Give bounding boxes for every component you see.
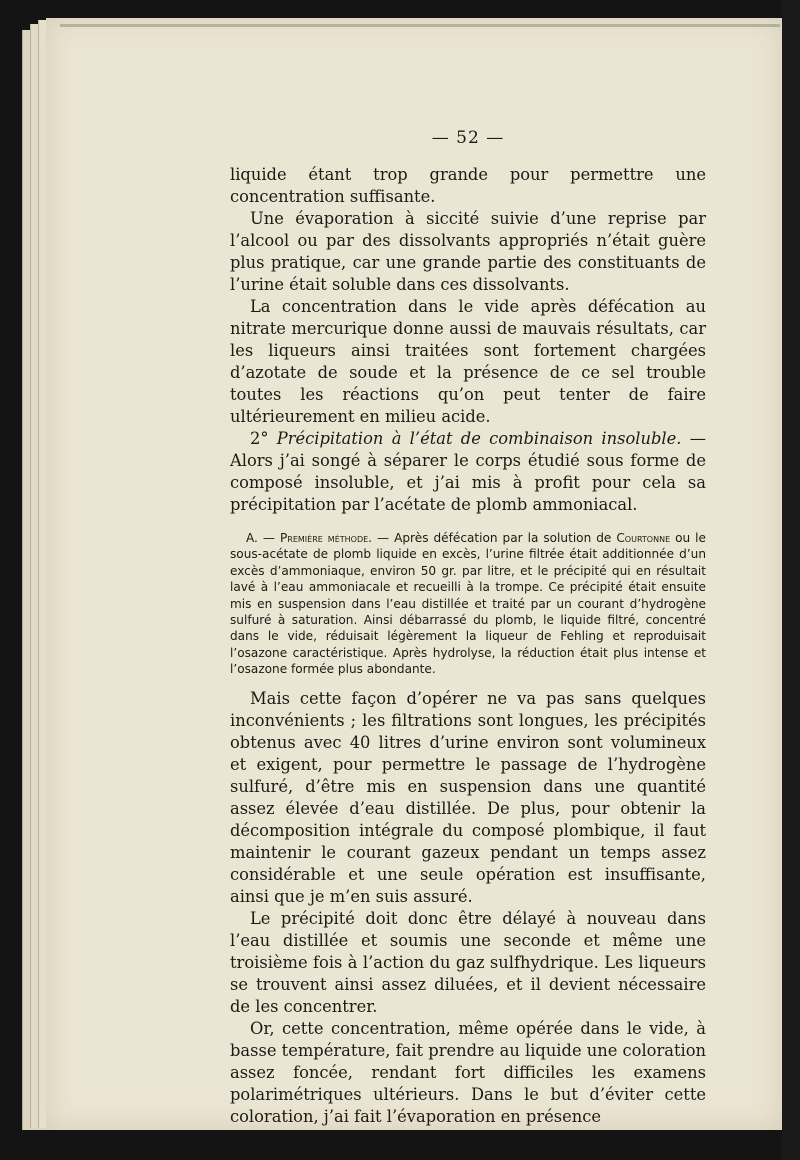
method-text: — Après défécation par la solution de [372,531,617,545]
page-content [230,128,706,1128]
method-text: ou le sous-acétate de plomb liquide en excès, l’urine filtrée était additionnée d’un excès d’ammoniaque, environ 50 gr. par litre, et le précipité qui en résultait lavé à l’eau ammoniacale et recueilli à la trompe. Ce précipité était ensuite mis en suspension dans l’eau distillée et traité par un courant d’hydrogène sulfuré à saturation. Ainsi débarrassé du plomb, le liquide filtré, concentré dans le vide, réduisait légèrement la liqueur de Fehling et reproduisait l’osazone caractéristique. Après hydrolyse, la réduction était plus intense et l’osazone formée plus abondante. [230,531,706,677]
section-text: — Alors j’ai songé à séparer le corps étudié sous forme de composé insoluble, et j’ai mis à profit pour cela sa précipitation par l’acétate de plomb ammoniacal. [230,429,706,514]
top-page-edge-line [60,24,780,27]
page-number: — 52 — [431,128,505,148]
section-number: 2° [250,429,269,448]
paragraph: Mais cette façon d’opérer ne va pas sans quelques inconvénients ; les filtrations sont longues, les précipités obtenus avec 40 litres d’urine environ sont volumineux et exigent, pour permettre le passage de l’hydrogène sulfuré, d’être mis en suspension dans une quantité assez élevée d’eau distillée. De plus, pour obtenir la décomposition intégrale du composé plombique, il faut maintenir le courant gazeux pendant un temps assez considérable et une seule opération est insuffisante, ainsi que je m’en suis assuré. [230,688,706,906]
paragraph: Or, cette concentration, même opérée dans le vide, à basse température, fait prendre au liquide une coloration assez foncée, rendant fort difficiles les examens polarimétriques ultérieurs. Dans le but d’éviter cette coloration, j’ai fait l’évaporation en présence [230,1018,706,1126]
paragraph-precipitation [230,428,706,516]
paragraph: liquide étant trop grande pour permettre une concentration suffisante. [230,165,706,206]
method-author: Courtonne [616,531,671,545]
section-title: Précipitation à l’état de combinaison insoluble. [276,429,682,448]
method-note [230,530,706,678]
paragraph: Une évaporation à siccité suivie d’une reprise par l’alcool ou par des dissolvants appropriés n’était guère plus pratique, car une grande partie des constituants de l’urine était soluble dans ces dissolvants. [230,209,706,294]
method-prefix: A. — [246,531,280,545]
paragraph: Le précipité doit donc être délayé à nouveau dans l’eau distillée et soumis une seconde et même une troisième fois à l’action du gaz sulfhydrique. Les liqueurs se trouvent ainsi assez diluées, et il devient nécessaire de les concentrer. [230,908,706,1016]
book-spine [782,0,800,1160]
method-title: Première méthode. [279,531,373,545]
paragraph: La concentration dans le vide après défécation au nitrate mercurique donne aussi de mauvais résultats, car les liqueurs ainsi traitées sont fortement chargées d’azotate de soude et la présence de ce sel trouble toutes les réactions qu’on peut tenter de faire ultérieurement en milieu acide. [230,297,706,426]
